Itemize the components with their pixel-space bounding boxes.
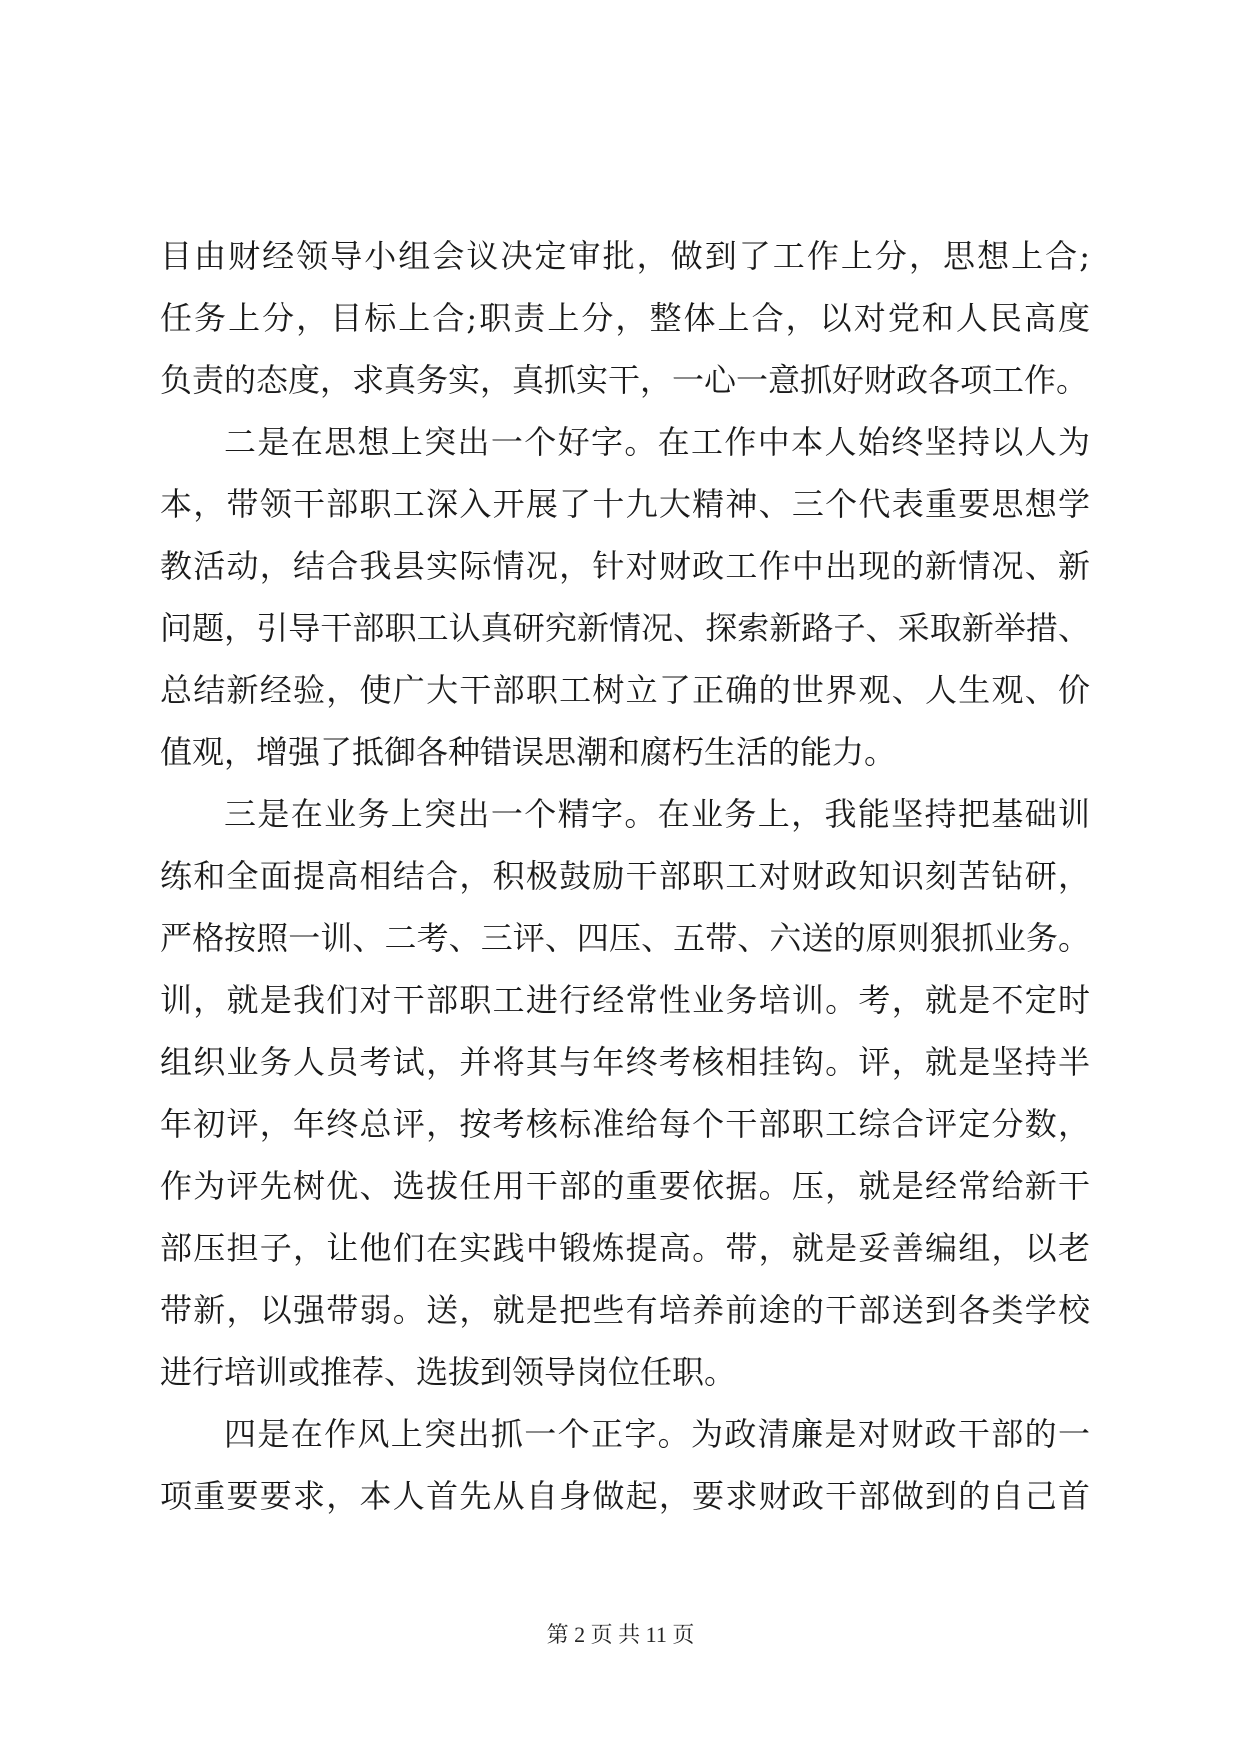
text-line: 教活动，结合我县实际情况，针对财政工作中出现的新情况、新 <box>160 547 1090 585</box>
text-line: 作为评先树优、选拔任用干部的重要依据。压，就是经常给新干 <box>160 1167 1090 1205</box>
page-number-label: 第 2 页 共 11 页 <box>546 1622 695 1647</box>
text-line: 组织业务人员考试，并将其与年终考核相挂钩。评，就是坚持半 <box>160 1043 1090 1081</box>
paragraph-first-line: 四是在作风上突出抓一个正字。为政清廉是对财政干部的一 <box>224 1415 1090 1453</box>
text-line: 训，就是我们对干部职工进行经常性业务培训。考，就是不定时 <box>160 981 1090 1019</box>
text-line: 练和全面提高相结合，积极鼓励干部职工对财政知识刻苦钻研， <box>160 857 1090 895</box>
text-line: 目由财经领导小组会议决定审批，做到了工作上分，思想上合; <box>160 237 1090 275</box>
text-line: 值观，增强了抵御各种错误思潮和腐朽生活的能力。 <box>160 733 897 771</box>
text-line: 项重要要求，本人首先从自身做起，要求财政干部做到的自己首 <box>160 1477 1090 1515</box>
text-line: 负责的态度，求真务实，真抓实干，一心一意抓好财政各项工作。 <box>160 361 1089 399</box>
text-line: 带新，以强带弱。送，就是把些有培养前途的干部送到各类学校 <box>160 1291 1090 1329</box>
text-line: 年初评，年终总评，按考核标准给每个干部职工综合评定分数， <box>160 1105 1090 1143</box>
page-footer <box>0 1620 1241 1650</box>
text-line: 部压担子，让他们在实践中锻炼提高。带，就是妥善编组，以老 <box>160 1229 1090 1267</box>
text-line: 总结新经验，使广大干部职工树立了正确的世界观、人生观、价 <box>160 671 1090 709</box>
text-line: 问题，引导干部职工认真研究新情况、探索新路子、采取新举措、 <box>160 609 1090 647</box>
text-line: 本，带领干部职工深入开展了十九大精神、三个代表重要思想学 <box>160 485 1090 523</box>
paragraph-first-line: 二是在思想上突出一个好字。在工作中本人始终坚持以人为 <box>224 423 1090 461</box>
text-line: 进行培训或推荐、选拔到领导岗位任职。 <box>160 1353 737 1391</box>
text-line: 任务上分，目标上合;职责上分，整体上合，以对党和人民高度 <box>160 299 1090 337</box>
text-line: 严格按照一训、二考、三评、四压、五带、六送的原则狠抓业务。 <box>160 919 1090 957</box>
paragraph-first-line: 三是在业务上突出一个精字。在业务上，我能坚持把基础训 <box>224 795 1090 833</box>
body-text <box>160 225 1090 1527</box>
